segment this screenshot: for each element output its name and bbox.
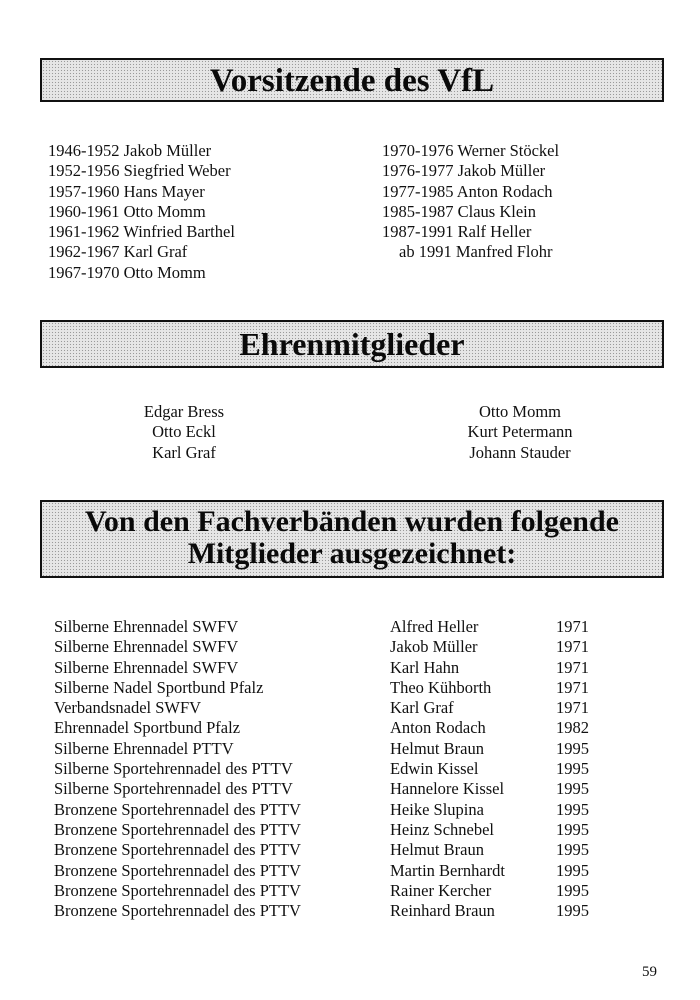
chairman-entry: 1977-1985 Anton Rodach [382,181,553,201]
honorary-members-right [450,402,590,463]
award-recipient: Jakob Müller [390,637,478,657]
award-type: Silberne Ehrennadel SWFV [54,617,239,636]
award-type: Bronzene Sportehrennadel des PTTV [54,880,301,900]
chairmen-list-right [382,141,559,263]
honorary-members-title: Ehrenmitglieder [239,326,465,362]
award-year: 1982 [556,718,589,738]
chairmen-list-left [48,141,235,283]
chairman-entry: 1962-1967 Karl Graf [48,242,188,262]
award-year: 1995 [556,819,589,839]
award-recipient: Hannelore Kissel [390,779,505,799]
chairmen-title: Vorsitzende des VfL [209,63,495,99]
award-type: Bronzene Sportehrennadel des PTTV [54,799,301,819]
award-type: Verbandsnadel SWFV [54,698,202,718]
awards-title-line2: Mitglieder ausgezeichnet: [187,536,517,570]
award-recipient: Helmut Braun [390,840,484,860]
award-recipient: Martin Bernhardt [390,860,506,880]
award-type-column [54,617,301,921]
award-recipient: Theo Kühborth [390,677,492,697]
chairman-entry: 1960-1961 Otto Momm [48,201,206,221]
honorary-member: Johann Stauder [469,442,571,462]
award-recipient: Karl Graf [390,698,454,718]
honorary-member: Karl Graf [152,442,216,462]
award-year-column [556,617,589,921]
award-year: 1971 [556,698,589,718]
chairman-entry: ab 1991 Manfred Flohr [399,242,553,262]
chairman-entry: 1967-1970 Otto Momm [48,262,206,282]
award-year: 1995 [556,860,589,880]
honorary-member: Kurt Petermann [467,422,573,442]
chairman-entry: 1985-1987 Claus Klein [382,201,536,221]
award-recipient: Helmut Braun [390,738,484,758]
chairman-entry: 1946-1952 Jakob Müller [48,141,212,160]
awards-banner [40,500,664,578]
chairman-entry: 1987-1991 Ralf Heller [382,222,532,242]
award-recipient: Alfred Heller [390,617,479,636]
award-recipient: Reinhard Braun [390,901,495,921]
award-year: 1995 [556,759,589,779]
awards-title-line1: Von den Fachverbänden wurden folgende [85,505,619,538]
award-year: 1995 [556,840,589,860]
award-recipient: Edwin Kissel [390,759,479,779]
award-type: Silberne Ehrennadel SWFV [54,637,239,657]
chairmen-banner [40,58,664,102]
award-year: 1995 [556,880,589,900]
award-recipient: Anton Rodach [390,718,486,738]
chairman-entry: 1961-1962 Winfried Barthel [48,222,235,242]
award-year: 1995 [556,799,589,819]
award-type: Silberne Sportehrennadel des PTTV [54,779,293,799]
chairman-entry: 1952-1956 Siegfried Weber [48,161,231,181]
award-type: Bronzene Sportehrennadel des PTTV [54,901,301,921]
award-type: Ehrennadel Sportbund Pfalz [54,718,241,738]
chairman-entry: 1976-1977 Jakob Müller [382,161,546,181]
award-type: Silberne Nadel Sportbund Pfalz [54,677,264,697]
award-type: Bronzene Sportehrennadel des PTTV [54,840,301,860]
page-number: 59 [642,964,657,980]
award-year: 1971 [556,657,589,677]
award-year: 1971 [556,677,589,697]
award-recipient: Rainer Kercher [390,880,492,900]
award-recipient: Heike Slupina [390,799,484,819]
award-type: Silberne Sportehrennadel des PTTV [54,759,293,779]
honorary-members-left [134,402,234,463]
award-type: Silberne Ehrennadel SWFV [54,657,239,677]
honorary-members-banner [40,320,664,368]
award-recipient-column [390,617,505,921]
award-year: 1971 [556,637,589,657]
award-year: 1995 [556,779,589,799]
award-year: 1995 [556,738,589,758]
award-year: 1971 [556,617,589,636]
award-type: Bronzene Sportehrennadel des PTTV [54,860,301,880]
chairman-entry: 1970-1976 Werner Stöckel [382,141,560,160]
award-type: Bronzene Sportehrennadel des PTTV [54,819,301,839]
award-recipient: Heinz Schnebel [390,819,495,839]
honorary-member: Otto Eckl [152,422,216,442]
award-type: Silberne Ehrennadel PTTV [54,738,234,758]
honorary-member: Edgar Bress [143,402,225,421]
award-recipient: Karl Hahn [390,657,460,677]
honorary-member: Otto Momm [478,402,562,421]
chairman-entry: 1957-1960 Hans Mayer [48,181,205,201]
award-year: 1995 [556,901,589,921]
